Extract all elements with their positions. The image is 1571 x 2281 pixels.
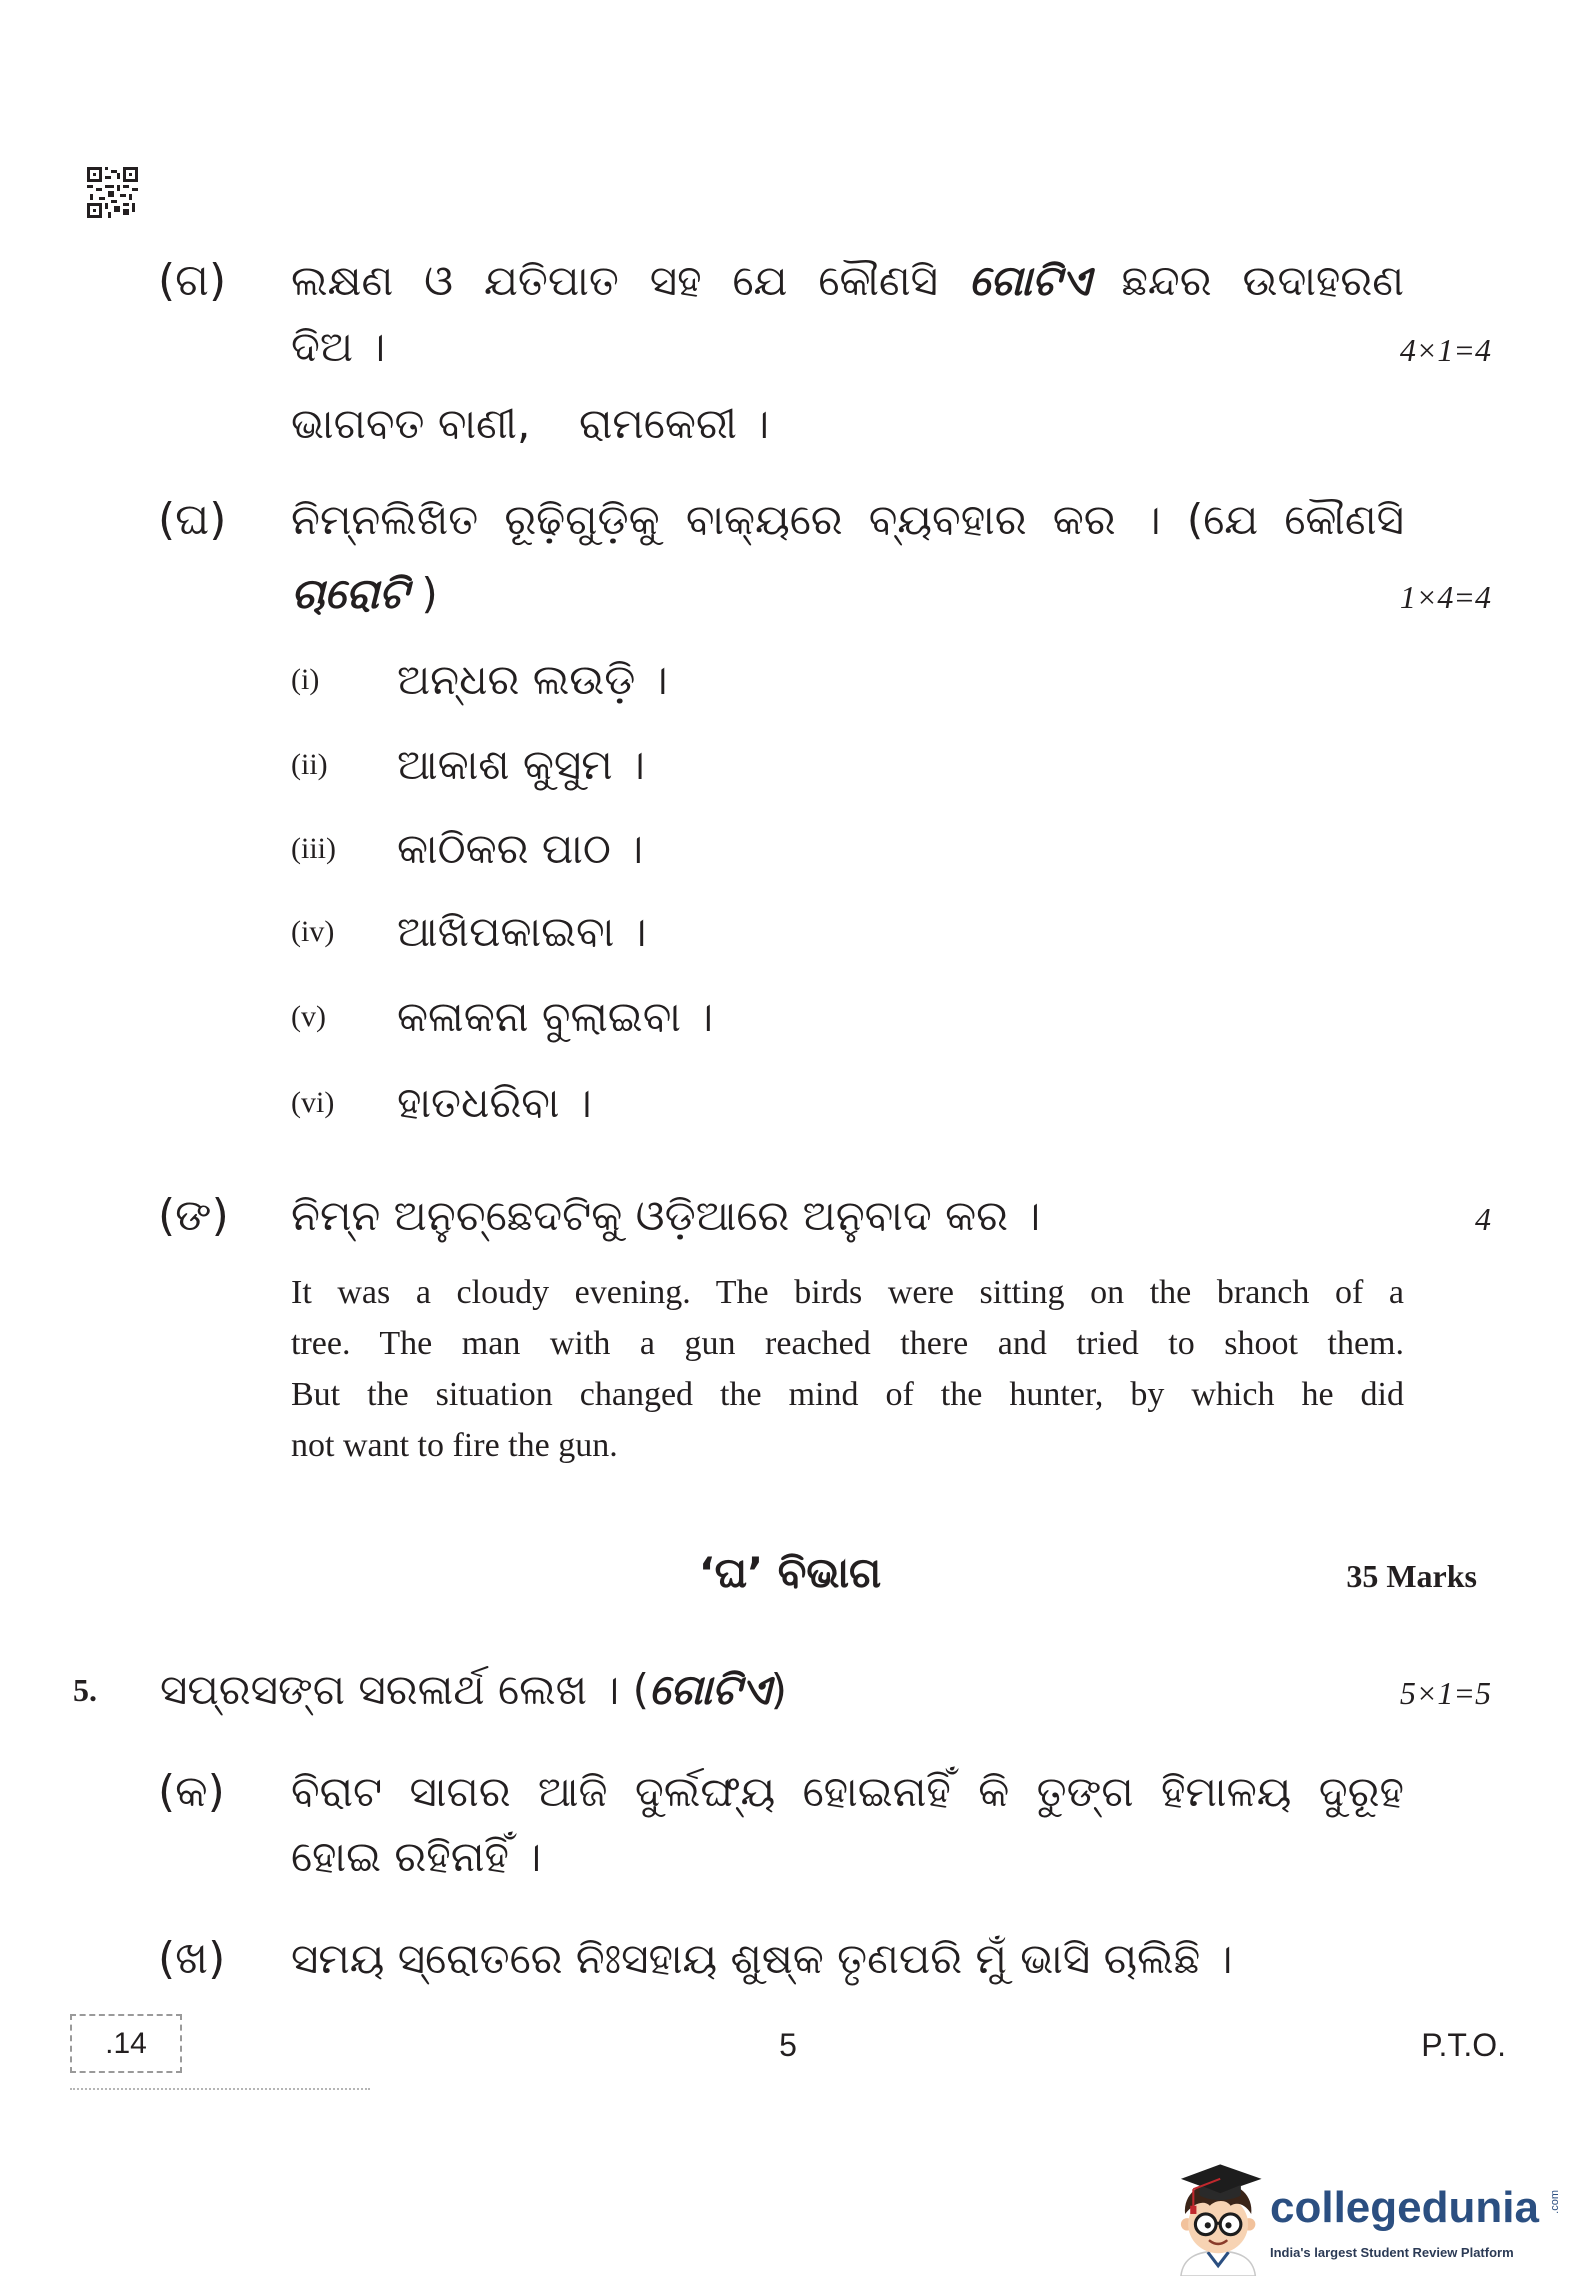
question-5-emphasis: ଗୋଟିଏ bbox=[649, 1665, 771, 1714]
qr-code-icon bbox=[87, 167, 138, 218]
item-number: (ii) bbox=[291, 748, 328, 781]
question-label-gha: (ଘ) bbox=[158, 494, 227, 545]
item-number: (iii) bbox=[291, 832, 336, 865]
item-number: (i) bbox=[291, 663, 320, 696]
question-label-kha: (ଖ) bbox=[158, 1933, 226, 1984]
question-5-instruction bbox=[160, 1660, 787, 1720]
question-ka-line-1: ବିରାଟ ସାଗର ଆଜି ଦୁର୍ଲଙ୍ଘ୍ୟ ହୋଇନାହିଁ କି ତୁଙ୍ଗ ହିମାଳୟ ଦୁରୂହ bbox=[291, 1767, 1404, 1816]
item-number: (iv) bbox=[291, 915, 335, 948]
question-ka-line-2: ହୋଇ ରହିନାହିଁ । bbox=[291, 1832, 542, 1881]
item-text: ହାତଧରିବା । bbox=[397, 1078, 592, 1127]
graduate-mascot-icon bbox=[1162, 2154, 1266, 2276]
question-gha-line-2 bbox=[291, 564, 1404, 624]
passage-line: tree. The man with a gun reached there and tried to shoot them. bbox=[291, 1325, 1404, 1362]
question-label-nga: (ଙ) bbox=[158, 1190, 229, 1241]
question-5-close-paren: ) bbox=[770, 1665, 787, 1714]
passage-line: It was a cloudy evening. The birds were sitting on the branch of a bbox=[291, 1274, 1404, 1311]
item-number: (vi) bbox=[291, 1086, 335, 1119]
question-nga-marks: 4 bbox=[1475, 1201, 1491, 1237]
pto-label: P.T.O. bbox=[1421, 2027, 1506, 2063]
question-ga-line-2: ଦିଅ । bbox=[291, 322, 386, 371]
passage-line: not want to fire the gun. bbox=[291, 1427, 618, 1464]
question-kha-line-1: ସମୟ ସ୍ରୋତରେ ନିଃସହାୟ ଶୁଷ୍କ ତୃଣପରି ମୁଁ ଭାସି ଚାଲିଛି । bbox=[291, 1934, 1233, 1983]
question-label-ka: (କ) bbox=[158, 1766, 225, 1817]
question-5-marks: 5×1=5 bbox=[1399, 1675, 1491, 1711]
question-5-text-pre: ସପ୍ରସଙ୍ଗ ସରଳାର୍ଥ ଲେଖ । ( bbox=[160, 1665, 650, 1714]
question-gha-line-1: ନିମ୍ନଲିଖିତ ରୂଢ଼ିଗୁଡ଼ିକୁ ବାକ୍ୟରେ ବ୍ୟବହାର କର । (ଯେ କୌଣସି bbox=[291, 495, 1404, 544]
passage-line: But the situation changed the mind of the hunter, by which he did bbox=[291, 1376, 1404, 1413]
item-text: ଅନ୍ଧର ଲଉଡ଼ି । bbox=[397, 655, 668, 704]
question-ga-marks: 4×1=4 bbox=[1399, 332, 1491, 368]
question-ga-text-post: ଛନ୍ଦର ଉଦାହରଣ bbox=[1121, 256, 1404, 305]
question-nga-instruction: ନିମ୍ନ ଅନୁଚ୍ଛେଦଟିକୁ ଓଡ଼ିଆରେ ଅନୁବାଦ କର । bbox=[291, 1191, 1041, 1240]
question-gha-marks: 1×4=4 bbox=[1399, 579, 1491, 615]
question-gha-close-paren: ) bbox=[421, 569, 438, 618]
brand-tagline: India's largest Student Review Platform bbox=[1270, 2245, 1514, 2260]
question-gha-emphasis: ଚାରୋଟି bbox=[291, 569, 409, 618]
question-ga-option-1: ଭାଗବତ ବାଣୀ, bbox=[291, 399, 531, 448]
item-text: ଆକାଶ କୁସୁମ । bbox=[397, 740, 645, 789]
question-label-ga: (ଗ) bbox=[158, 255, 227, 306]
page-number: 5 bbox=[779, 2027, 797, 2063]
brand-logo-text: collegedunia bbox=[1270, 2183, 1539, 2232]
section-marks: 35 Marks bbox=[1346, 1558, 1477, 1594]
item-text: କଳାକନା ବୁଲାଇବା । bbox=[397, 992, 714, 1041]
question-number: 5. bbox=[73, 1672, 97, 1708]
question-ga-emphasis: ଗୋଟିଏ bbox=[968, 256, 1091, 305]
paper-code-box: .14 bbox=[70, 2014, 182, 2073]
section-title: ‘ଘ’ ବିଭାଗ bbox=[698, 1548, 882, 1597]
item-number: (v) bbox=[291, 1000, 326, 1033]
brand-tld: .com bbox=[1549, 2190, 1561, 2214]
question-ga-text-pre: ଲକ୍ଷଣ ଓ ଯତିପାତ ସହ ଯେ କୌଣସି bbox=[291, 256, 939, 305]
item-text: କାଠିକର ପାଠ । bbox=[397, 824, 644, 873]
question-ga-option-2: ରାମକେରୀ । bbox=[579, 399, 770, 448]
dotted-divider bbox=[70, 2088, 370, 2090]
item-text: ଆଖିପକାଇବା । bbox=[397, 907, 647, 956]
question-ga-line-1 bbox=[291, 251, 1404, 311]
